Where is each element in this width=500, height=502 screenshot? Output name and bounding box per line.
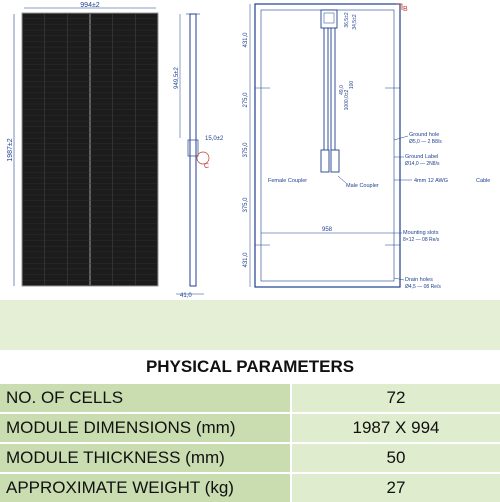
- dim-958-label: 958: [321, 227, 333, 233]
- mounting-spec: 8×12 — 08 Re/s: [403, 237, 440, 243]
- green-band: [0, 300, 500, 350]
- bottom-41-label: 41,0: [180, 293, 192, 299]
- detail-c-label: C: [204, 163, 210, 170]
- side-depth-label: 15,0±2: [205, 136, 224, 142]
- cable-label-b: Cable: [476, 178, 491, 184]
- row-label-cells: NO. OF CELLS: [0, 383, 291, 413]
- dim-top-a: 36,5±2: [344, 12, 350, 28]
- row-value-thickness: 50: [291, 443, 500, 473]
- row-value-cells: 72: [291, 383, 500, 413]
- table-row: [0, 383, 500, 413]
- ground-label-spec: Ø14,0 — 2N8/s: [405, 161, 440, 167]
- table-header: PHYSICAL PARAMETERS: [0, 351, 500, 384]
- row-value-weight: 27: [291, 473, 500, 502]
- ground-label-label: Ground Label: [405, 154, 439, 160]
- front-height-label: 1987±2: [7, 138, 14, 162]
- corner-b-label: B: [403, 6, 408, 13]
- row-value-dimensions: 1987 X 994: [291, 413, 500, 443]
- row-label-thickness: MODULE THICKNESS (mm): [0, 443, 291, 473]
- dim-mid-a: 49,0: [339, 85, 345, 95]
- dim-left-3: 375,0: [243, 142, 249, 158]
- drain-label: Drain holes: [405, 277, 433, 283]
- cable-label: 4mm 12 AWG: [414, 178, 449, 184]
- side-length-label: 949,5±2: [174, 67, 180, 89]
- table-row: [0, 413, 500, 443]
- ground-hole-label: Ground hole: [409, 132, 440, 138]
- dim-left-1: 431,0: [243, 32, 249, 48]
- table-row: [0, 443, 500, 473]
- dim-left-4: 375,0: [243, 197, 249, 213]
- dim-left-5: 431,0: [243, 252, 249, 268]
- mounting-label: Mounting slots: [403, 230, 439, 236]
- junction-box: [321, 10, 337, 28]
- back-frame-outer: [255, 4, 400, 287]
- female-coupler-label: Female Coupler: [268, 178, 308, 184]
- physical-parameters-table: [0, 350, 500, 502]
- row-label-weight: APPROXIMATE WEIGHT (kg): [0, 473, 291, 502]
- side-view: [174, 14, 224, 299]
- ground-hole-spec: Ø5,0 — 2 B8/s: [409, 139, 442, 145]
- table-row: [0, 473, 500, 502]
- side-frame: [190, 14, 196, 286]
- row-label-dimensions: MODULE DIMENSIONS (mm): [0, 413, 291, 443]
- back-view: [243, 4, 490, 290]
- male-coupler-label: Male Coupler: [346, 183, 379, 189]
- front-view: [7, 2, 158, 286]
- front-width-label: 994±2: [80, 2, 100, 9]
- dim-mid-c: 100: [349, 80, 355, 90]
- table-header-row: [0, 351, 500, 384]
- dim-left-2: 275,0: [243, 92, 249, 108]
- male-coupler: [331, 150, 339, 172]
- drain-spec: Ø4,5 — 08 Re/s: [405, 284, 441, 290]
- female-coupler: [321, 150, 329, 172]
- dim-mid-b: 1000,0±2: [344, 89, 350, 111]
- dim-top-b: 34,5±2: [352, 14, 358, 30]
